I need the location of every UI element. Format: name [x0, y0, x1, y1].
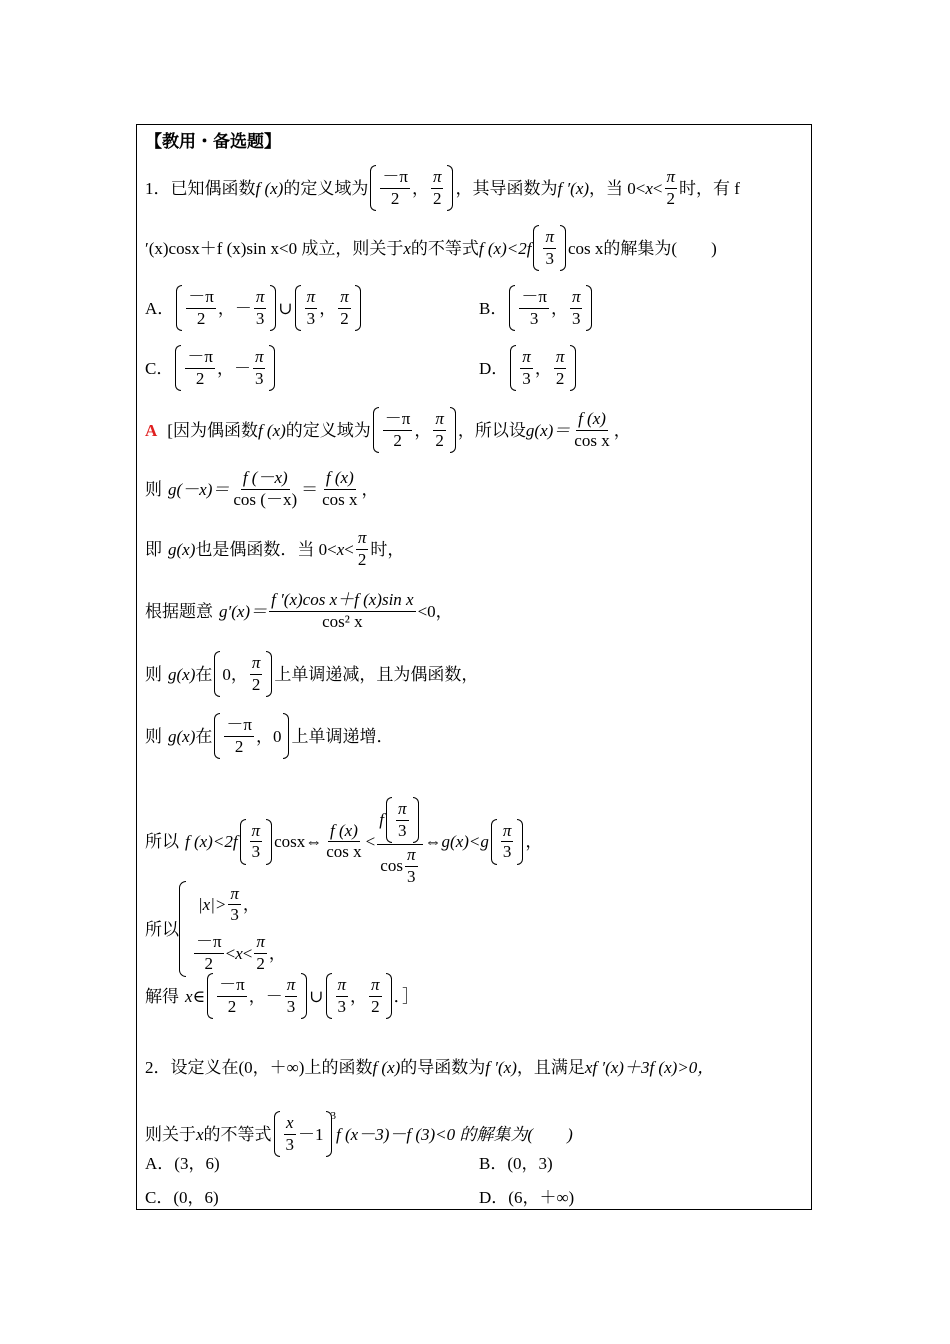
numerator: π [396, 800, 409, 821]
fraction [396, 800, 409, 840]
text: 的定义域为 [283, 178, 369, 198]
left-paren [491, 819, 497, 865]
fraction [543, 228, 556, 268]
right-paren [560, 225, 566, 271]
fraction [250, 822, 263, 862]
text: 即 [145, 539, 162, 559]
math: x [645, 178, 653, 198]
text: ， [248, 986, 266, 1006]
text: < [652, 178, 663, 198]
system-rows [192, 885, 286, 974]
text: － [234, 298, 252, 318]
fraction [369, 976, 382, 1016]
fraction [217, 976, 247, 1016]
fraction [305, 288, 318, 328]
text: 则关于 [145, 1124, 196, 1144]
denominator: cos x [326, 842, 362, 862]
text: ⇔ [424, 832, 442, 852]
math: x [196, 1124, 204, 1144]
text: 也是偶函数．当 0< [195, 539, 337, 559]
text: 则 [145, 479, 162, 499]
text: ， [525, 832, 543, 852]
q2-line1 [145, 1059, 805, 1076]
numerator: π [665, 168, 678, 189]
numerator: －π [217, 976, 247, 997]
math: g(x)<g [441, 832, 489, 852]
left-paren [274, 1111, 280, 1157]
denominator: 2 [393, 430, 402, 450]
math: f (x－3)－f (3)<0 的解集为( ) [336, 1124, 573, 1144]
fraction [431, 168, 444, 208]
right-paren [517, 819, 523, 865]
text: 在 [195, 726, 213, 746]
numerator: －π [380, 168, 410, 189]
right-paren [266, 819, 272, 865]
denominator: 2 [195, 368, 205, 388]
text: 的导函数为 [400, 1058, 486, 1077]
text: 则 [145, 726, 162, 746]
fraction [320, 469, 359, 509]
math: x [235, 943, 243, 963]
text: 0 [222, 664, 231, 684]
numerator: π [228, 885, 241, 906]
right-paren [269, 345, 275, 391]
math: f (x) [257, 420, 286, 440]
left-paren [373, 407, 379, 453]
numerator: π [356, 529, 369, 550]
text: ，所以设 [457, 420, 526, 440]
denominator: 2 [204, 953, 214, 973]
text: ， [550, 298, 568, 318]
q2-line2 [145, 1111, 805, 1157]
fraction [338, 288, 351, 328]
left-paren [509, 285, 515, 331]
q1-option-c[interactable] [145, 345, 277, 391]
denominator: 3 [255, 308, 265, 328]
numerator: π [369, 976, 382, 997]
numerator: π [254, 288, 267, 309]
math: f ′(x) [557, 178, 590, 198]
q2-number: 2． [145, 1058, 171, 1077]
option-label: C． [145, 358, 174, 378]
denominator: 2 [435, 430, 444, 450]
fraction [250, 654, 263, 694]
denominator: 2 [256, 953, 265, 973]
text: ， [534, 358, 552, 378]
solution-line6 [145, 713, 805, 759]
q2-option-d[interactable]: D．(6，＋∞) [479, 1188, 575, 1207]
math: f (x) [255, 178, 284, 198]
option-label: B． [479, 298, 508, 318]
left-paren [214, 651, 220, 697]
option-label: D． [479, 358, 509, 378]
text: ， [613, 420, 631, 440]
right-paren [450, 407, 456, 453]
left-paren [386, 797, 392, 843]
q1-option-a[interactable] [145, 285, 363, 331]
math: f (x) [372, 1058, 401, 1077]
solution-line2 [145, 469, 805, 509]
denominator: cos (－x) [233, 489, 298, 509]
fraction [185, 348, 215, 388]
q1-number: 1． [145, 178, 171, 198]
numerator: －π [186, 288, 216, 309]
denominator: 3 [398, 820, 407, 840]
denominator: 2 [234, 736, 244, 756]
denominator: 2 [666, 188, 676, 208]
q1-line1 [145, 165, 805, 211]
text: ∪ [309, 986, 324, 1006]
right-paren [570, 345, 576, 391]
numerator: f (x) [324, 469, 356, 490]
solution-line7 [145, 797, 805, 886]
text: －1 [298, 1124, 324, 1144]
inequality-system [179, 881, 286, 977]
q1-line2 [145, 225, 805, 271]
numerator: π [554, 348, 567, 369]
big-fraction [377, 797, 422, 886]
text: 时，有 f [679, 178, 740, 198]
numerator: f (x) [328, 822, 360, 843]
denominator: 3 [337, 996, 347, 1016]
numerator: －π [383, 410, 413, 431]
numerator: π [338, 288, 351, 309]
numerator: x [284, 1114, 296, 1135]
numerator: π [250, 822, 263, 843]
left-paren [214, 713, 220, 759]
right-paren [355, 285, 361, 331]
denominator: 2 [227, 996, 237, 1016]
denominator: 3 [285, 1134, 295, 1154]
text: ， [350, 986, 368, 1006]
fraction [186, 288, 216, 328]
right-paren [283, 713, 289, 759]
text: 0 [272, 726, 282, 746]
right-paren [270, 285, 276, 331]
math: x [336, 539, 345, 559]
math: g(x) [168, 539, 196, 559]
fraction [383, 410, 413, 450]
numerator: π [570, 288, 583, 309]
fraction [554, 348, 567, 388]
text: ， [217, 298, 235, 318]
solution-line9 [145, 973, 805, 1019]
fraction [501, 822, 514, 862]
denominator: 2 [357, 549, 367, 569]
text: cos [380, 855, 403, 875]
denominator: 2 [432, 188, 442, 208]
text: ，且满足 [516, 1058, 585, 1077]
left-brace [179, 881, 186, 977]
text: 的不等式 [410, 238, 479, 258]
fraction [324, 822, 363, 862]
text: ．］ [393, 986, 420, 1006]
fraction [520, 348, 533, 388]
text: ∪ [278, 298, 293, 318]
denominator: 2 [390, 188, 400, 208]
math: g(x)＝ [525, 420, 571, 440]
fraction [285, 976, 298, 1016]
text: ， [319, 298, 337, 318]
math: g(x) [168, 664, 196, 684]
right-paren [413, 797, 419, 843]
left-paren [207, 973, 213, 1019]
text: ， [216, 358, 234, 378]
denominator: 3 [571, 308, 581, 328]
fraction [254, 933, 267, 973]
left-paren [176, 285, 182, 331]
fraction [519, 288, 549, 328]
numerator: π [433, 410, 446, 431]
text: f (x)sin x<0 成立，则关于 [216, 238, 404, 258]
math: f (x)<2f [185, 832, 238, 852]
math: g′(x)＝ [219, 601, 268, 621]
text: ， [242, 895, 260, 915]
denominator: 3 [545, 248, 554, 268]
left-paren [175, 345, 181, 391]
fraction [433, 410, 446, 450]
numerator: f (x) [576, 410, 608, 431]
question-box [136, 124, 812, 1210]
denominator: 2 [555, 368, 565, 388]
solution-line4 [145, 591, 805, 631]
text: < [225, 943, 236, 963]
denominator: 2 [251, 674, 261, 694]
text: < [242, 943, 253, 963]
text: ，当 0< [589, 178, 646, 198]
fraction [254, 288, 267, 328]
solution-line1 [145, 407, 805, 453]
text: 根据题意 [145, 601, 213, 621]
text: 解得 [145, 986, 179, 1006]
fraction [665, 168, 678, 208]
math: |x|> [198, 895, 227, 915]
text: 时， [370, 539, 405, 559]
text: 所以 [145, 919, 179, 939]
text: ， [230, 664, 248, 684]
fraction [253, 348, 266, 388]
denominator: 3 [306, 308, 316, 328]
denominator: 3 [529, 308, 539, 328]
numerator: π [405, 846, 418, 867]
text: 的解集为( ) [603, 238, 717, 258]
math: f [379, 809, 384, 829]
math: x [403, 238, 411, 258]
text: 则 [145, 664, 162, 684]
numerator: π [305, 288, 318, 309]
denominator: 3 [254, 368, 264, 388]
text: 的定义域为 [285, 420, 371, 440]
fraction [570, 288, 583, 328]
left-paren [533, 225, 539, 271]
denominator: 3 [286, 996, 296, 1016]
left-paren [370, 165, 376, 211]
math: g(x) [168, 726, 196, 746]
text: 所以 [145, 832, 179, 852]
denominator: cos x [322, 489, 358, 509]
text: 上单调递增． [291, 726, 394, 746]
text: ， [414, 420, 432, 440]
text: [因为偶函数 [167, 420, 258, 440]
text: < [365, 832, 376, 852]
numerator: π [253, 348, 266, 369]
fraction [572, 410, 611, 450]
text: 的不等式 [203, 1124, 272, 1144]
q1-option-d[interactable] [479, 345, 578, 391]
text: 已知偶函数 [170, 178, 256, 198]
text: ＝ [301, 479, 319, 499]
denominator: 2 [371, 996, 380, 1016]
answer-letter: A [145, 420, 158, 440]
right-paren [386, 973, 392, 1019]
fraction [380, 168, 410, 208]
text: ， [361, 479, 379, 499]
numerator: π [250, 654, 263, 675]
exponent: 3 [330, 1110, 337, 1122]
denominator: 2 [196, 308, 206, 328]
math: g(－x)＝ [168, 479, 230, 499]
denominator: cos x [574, 430, 610, 450]
fraction [284, 1114, 297, 1154]
right-paren [266, 651, 272, 697]
option-label: A． [145, 298, 175, 318]
q2-option-b[interactable]: B．(0，3) [479, 1154, 553, 1173]
section-heading: 【教用・备选题】 [145, 132, 281, 151]
text: ， [255, 726, 273, 746]
text: <0， [417, 601, 453, 621]
math: f (x)<2f [478, 238, 532, 258]
solution-line5 [145, 651, 805, 697]
fraction [231, 469, 299, 509]
text: ′(x)cosx＋ [145, 238, 217, 258]
system-row-1 [192, 885, 286, 925]
numerator: π [285, 976, 298, 997]
right-paren [586, 285, 592, 331]
q2-option-c[interactable]: C．(0，6) [145, 1188, 219, 1207]
text: － [233, 358, 251, 378]
denominator: 3 [502, 842, 512, 862]
math: x∈ [185, 986, 206, 1006]
solution-line3 [145, 529, 805, 569]
left-paren [240, 819, 246, 865]
numerator: π [254, 933, 267, 954]
denominator: 3 [251, 842, 261, 862]
fraction [194, 933, 224, 973]
numerator: π [431, 168, 444, 189]
fraction [228, 885, 241, 925]
text: ， [411, 178, 429, 198]
numerator: π [543, 228, 556, 249]
text: 设定义在(0，＋∞)上的函数 [170, 1058, 373, 1077]
numerator: －π [224, 716, 254, 737]
text: ，其导函数为 [455, 178, 558, 198]
fraction [269, 591, 416, 631]
numerator: －π [194, 933, 224, 954]
text: － [265, 986, 283, 1006]
right-paren [447, 165, 453, 211]
numerator: f (－x) [241, 469, 290, 490]
denominator: 3 [230, 905, 239, 925]
fraction [224, 716, 254, 756]
text: ， [268, 943, 286, 963]
math: f ′(x) [485, 1058, 517, 1077]
q2-option-a[interactable]: A．(3，6) [145, 1154, 220, 1173]
numerator [377, 797, 422, 845]
numerator: －π [519, 288, 549, 309]
left-paren [510, 345, 516, 391]
system-row-2 [192, 933, 286, 973]
left-paren [295, 285, 301, 331]
denominator: 3 [406, 866, 416, 886]
denominator: cos² x [322, 611, 363, 631]
text: < [344, 539, 354, 559]
fraction [356, 529, 369, 569]
solution-line8 [145, 881, 805, 977]
text: cos x [568, 238, 604, 258]
denominator: 3 [522, 368, 531, 388]
numerator: －π [185, 348, 215, 369]
left-paren [326, 973, 332, 1019]
numerator: f ′(x)cos x＋f (x)sin x [269, 591, 416, 612]
right-paren [301, 973, 307, 1019]
numerator: π [520, 348, 533, 369]
text: 上单调递减，且为偶函数， [274, 664, 479, 684]
math: xf ′(x)＋3f (x)>0， [584, 1058, 715, 1077]
numerator: π [336, 976, 349, 997]
q1-option-b[interactable] [479, 285, 594, 331]
denominator: 2 [340, 308, 349, 328]
fraction [336, 976, 349, 1016]
numerator: π [501, 822, 514, 843]
text: cosx⇔ [274, 832, 323, 852]
text: 在 [195, 664, 213, 684]
